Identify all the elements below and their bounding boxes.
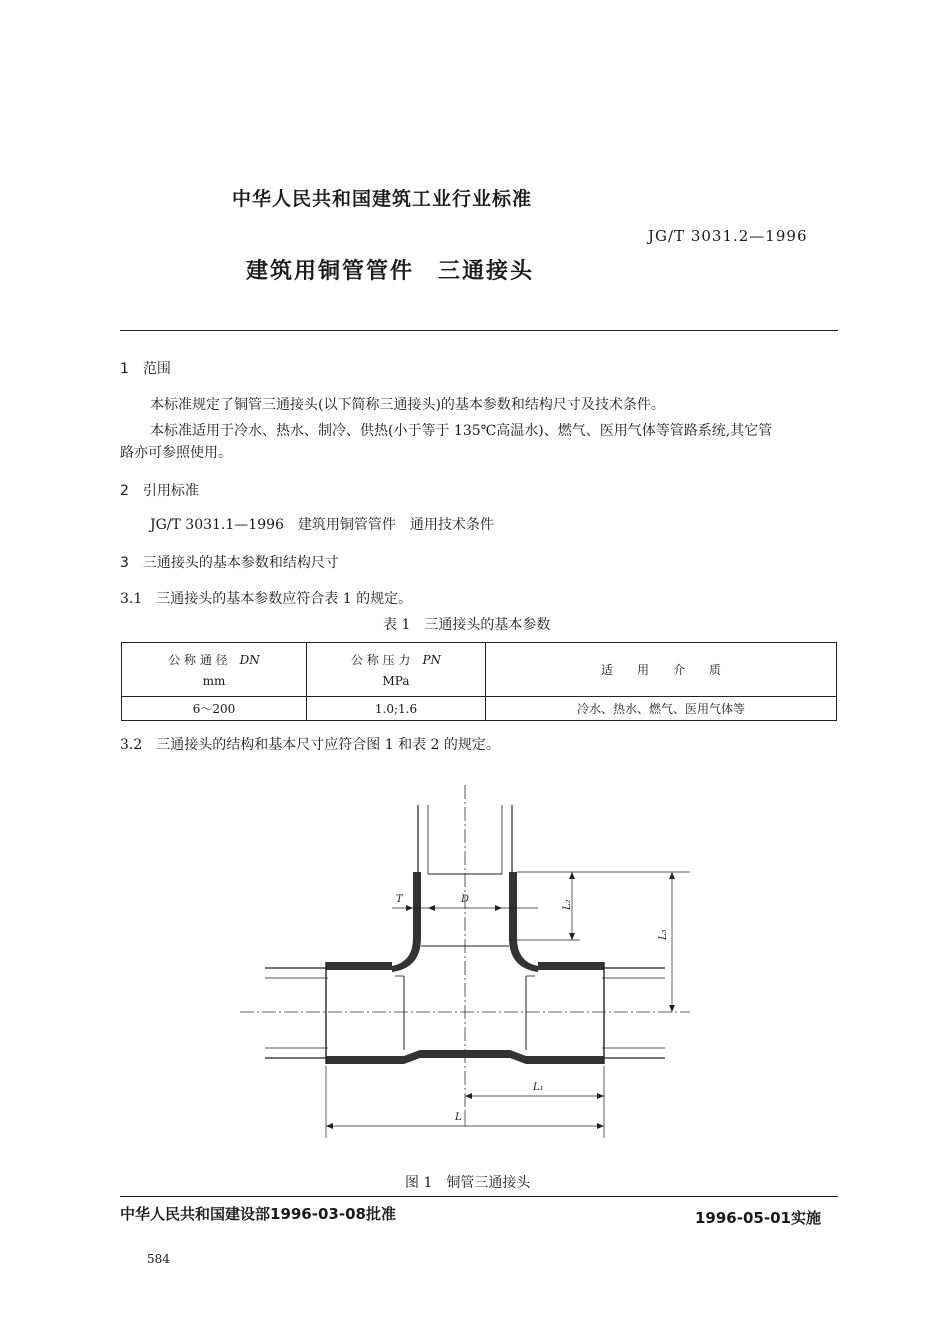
table-1-col1-header: 公 称 通 径 DN mm bbox=[122, 643, 307, 697]
table-1-cell: 6～200 bbox=[122, 697, 307, 721]
table-1-cell: 冷水、热水、燃气、医用气体等 bbox=[486, 697, 837, 721]
label-L3: L₃ bbox=[658, 929, 669, 940]
label-L: L bbox=[455, 1112, 462, 1123]
label-T: T bbox=[396, 894, 403, 905]
footer-rule bbox=[120, 1196, 838, 1197]
table-1 bbox=[121, 642, 837, 721]
label-L2: L₂ bbox=[562, 899, 573, 910]
section-1-para-2-cont: 路亦可参照使用。 bbox=[120, 445, 232, 461]
section-3-heading: 3 三通接头的基本参数和结构尺寸 bbox=[120, 555, 339, 571]
label-L1: L₁ bbox=[533, 1082, 544, 1093]
page-number: 584 bbox=[147, 1252, 170, 1266]
section-3-1: 3.1 三通接头的基本参数应符合表 1 的规定。 bbox=[120, 591, 413, 607]
section-1-heading: 1 范围 bbox=[120, 361, 171, 377]
effective-date: 1996-05-01实施 bbox=[695, 1209, 821, 1227]
standard-category: 中华人民共和国建筑工业行业标准 bbox=[232, 188, 533, 210]
tee-fitting-drawing bbox=[230, 780, 710, 1140]
table-1-caption: 表 1 三通接头的基本参数 bbox=[383, 617, 551, 633]
table-1-col3-header: 适 用 介 质 bbox=[486, 643, 837, 697]
section-3-2: 3.2 三通接头的结构和基本尺寸应符合图 1 和表 2 的规定。 bbox=[120, 737, 500, 753]
header-rule bbox=[120, 330, 838, 331]
section-2-heading: 2 引用标准 bbox=[120, 483, 199, 499]
document-title: 建筑用铜管管件 三通接头 bbox=[246, 259, 535, 284]
table-1-col2-header: 公 称 压 力 PN MPa bbox=[307, 643, 486, 697]
approval-date: 中华人民共和国建设部1996-03-08批准 bbox=[120, 1205, 396, 1223]
section-1-para-1: 本标准规定了铜管三通接头(以下简称三通接头)的基本参数和结构尺寸及技术条件。 bbox=[150, 397, 665, 413]
figure-1-caption: 图 1 铜管三通接头 bbox=[405, 1175, 531, 1191]
table-1-cell: 1.0;1.6 bbox=[307, 697, 486, 721]
section-1-para-2: 本标准适用于冷水、热水、制冷、供热(小于等于 135℃高温水)、燃气、医用气体等管路系统,其它管 bbox=[150, 423, 773, 439]
label-D: D bbox=[461, 894, 470, 905]
section-2-reference: JG/T 3031.1—1996 建筑用铜管管件 通用技术条件 bbox=[150, 517, 494, 533]
standard-code: JG/T 3031.2—1996 bbox=[648, 227, 808, 245]
